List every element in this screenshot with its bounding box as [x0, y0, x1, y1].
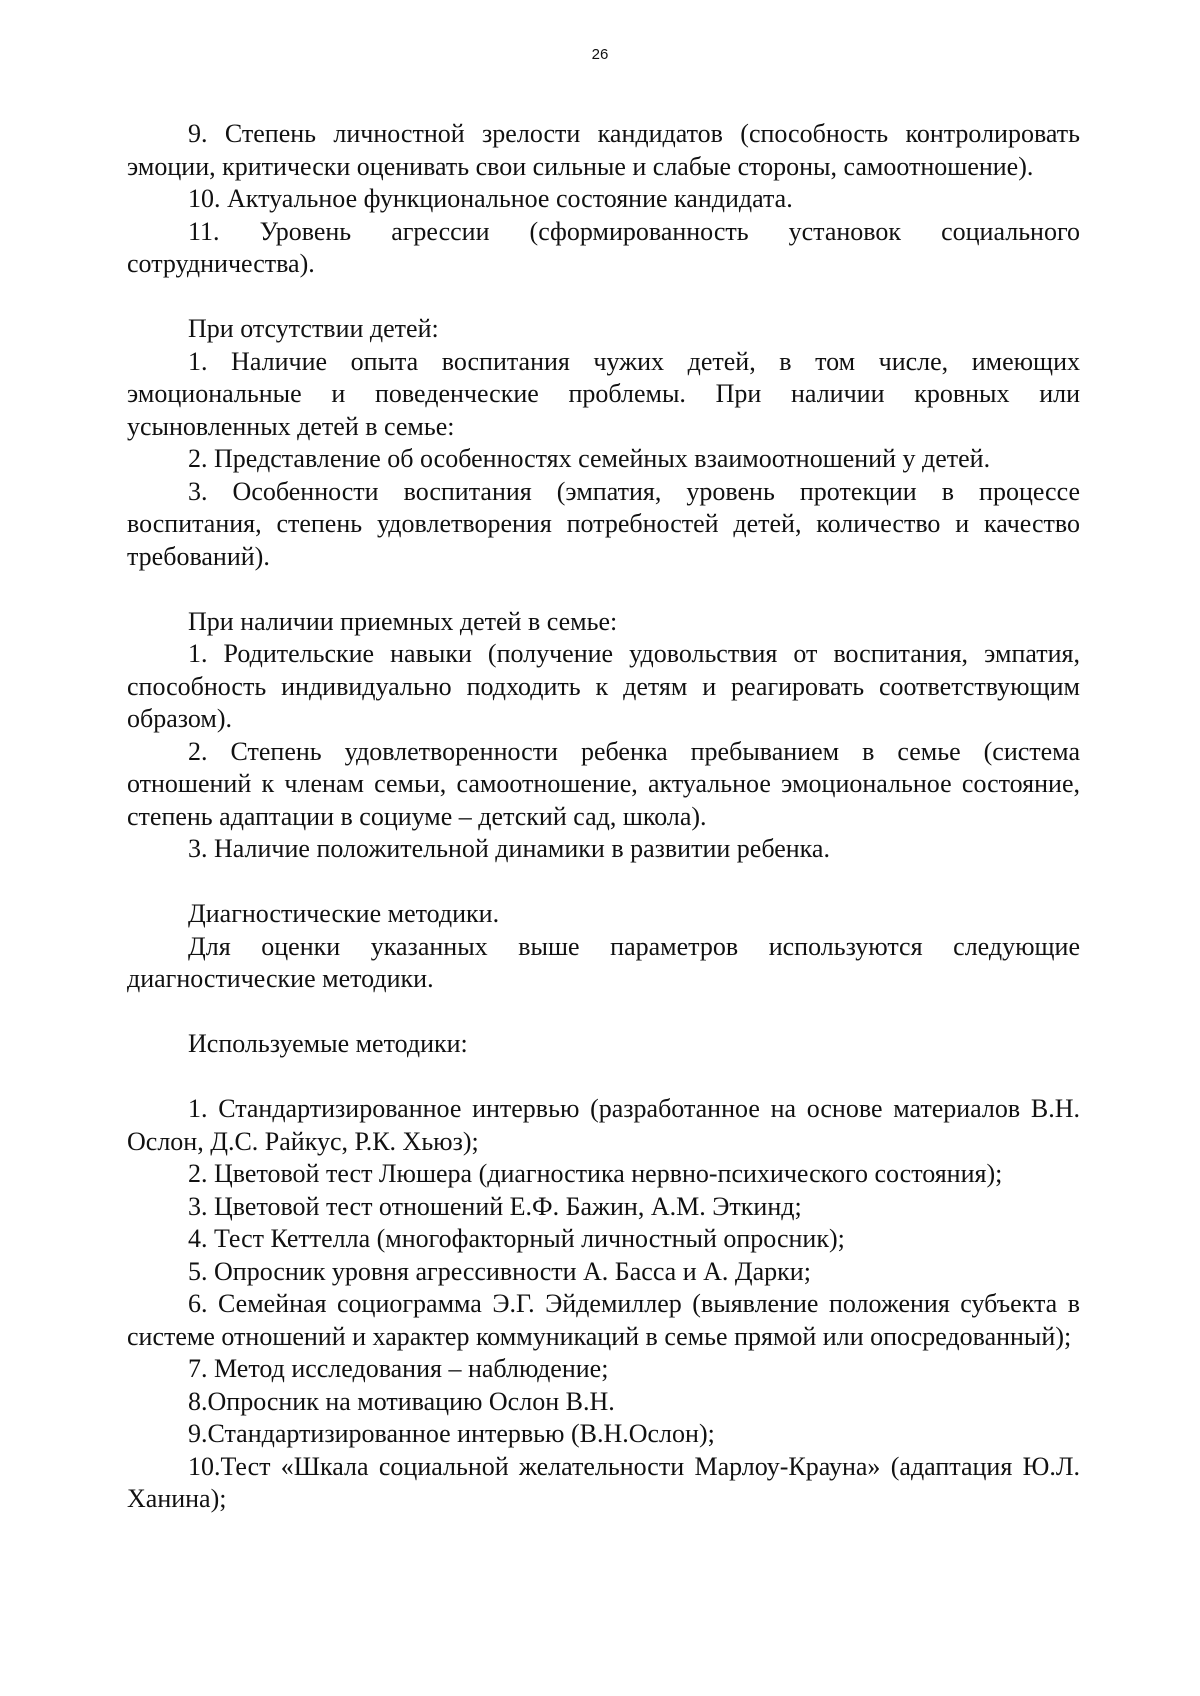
list-item: 1. Стандартизированное интервью (разработанное на основе материалов В.Н. Ослон, Д.С. Райкус, Р.К. Хьюз);	[127, 1094, 1080, 1156]
list-item: 2. Представление об особенностях семейных взаимоотношений у детей.	[188, 444, 991, 473]
section-heading-methods: Используемые методики:	[188, 1029, 468, 1058]
list-item: 3. Наличие положительной динамики в развитии ребенка.	[188, 834, 830, 863]
list-item: 3. Цветовой тест отношений Е.Ф. Бажин, А.М. Эткинд;	[188, 1191, 802, 1221]
list-item: 2. Цветовой тест Люшера (диагностика нервно-психического состояния);	[188, 1159, 1003, 1188]
list-item: 6. Семейная социограмма Э.Г. Эйдемиллер (выявление положения субъекта в системе отношений и характер коммуникаций в семье прямой или опосредованный);	[127, 1289, 1080, 1351]
list-item: 4. Тест Кеттелла (многофакторный личностный опросник);	[188, 1224, 845, 1253]
list-item: 9. Степень личностной зрелости кандидатов (способность контролировать эмоции, критически оценивать свои сильные и слабые стороны, самоотношение).	[127, 119, 1080, 181]
list-item: 5. Опросник уровня агрессивности А. Басса и А. Дарки;	[188, 1256, 811, 1286]
list-item: 11. Уровень агрессии (сформированность установок социального сотрудничества).	[127, 216, 1080, 278]
list-item: 8.Опросник на мотивацию Ослон В.Н.	[188, 1386, 615, 1416]
document-body	[127, 118, 1080, 1516]
diagnostics-intro: Для оценки указанных выше параметров используются следующие диагностические методики.	[127, 931, 1080, 993]
list-item: 10.Тест «Шкала социальной желательности Марлоу-Крауна» (адаптация Ю.Л. Ханина);	[127, 1451, 1080, 1513]
section-heading-no-children: При отсутствии детей:	[188, 314, 439, 343]
list-item: 2. Степень удовлетворенности ребенка пребыванием в семье (система отношений к членам семьи, самоотношение, актуальное эмоциональное состояние, степень адаптации в социуме – детский сад, школа).	[127, 736, 1080, 831]
methods-list	[127, 1093, 1080, 1516]
section-heading-diagnostics: Диагностические методики.	[188, 899, 500, 928]
list-item: 3. Особенности воспитания (эмпатия, уровень протекции в процессе воспитания, степень удовлетворения потребностей детей, количество и качество требований).	[127, 476, 1080, 571]
list-item: 9.Стандартизированное интервью (В.Н.Ослон);	[188, 1419, 715, 1448]
list-item: 7. Метод исследования – наблюдение;	[188, 1354, 609, 1383]
list-item: 1. Родительские навыки (получение удовольствия от воспитания, эмпатия, способность индивидуально подходить к детям и реагировать соответствующим образом).	[127, 639, 1080, 733]
section-heading-foster-children: При наличии приемных детей в семье:	[188, 606, 618, 636]
page-number: 26	[591, 46, 609, 63]
list-item: 10. Актуальное функциональное состояние кандидата.	[188, 184, 793, 213]
list-item: 1. Наличие опыта воспитания чужих детей, в том числе, имеющих эмоциональные и поведенческие проблемы. При наличии кровных или усыновленных детей в семье:	[127, 346, 1080, 441]
